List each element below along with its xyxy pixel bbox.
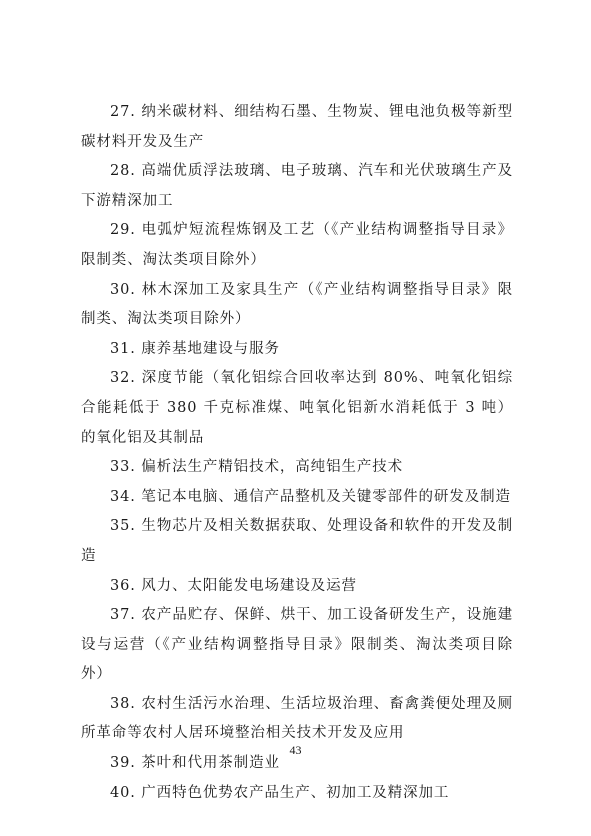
item-list [81, 98, 513, 808]
list-item-35: 35. 生物芯片及相关数据获取、处理设备和软件的开发及制造 [81, 518, 513, 564]
list-item-33: 33. 偏析法生产精铝技术，高纯铝生产技术 [110, 459, 404, 476]
list-item-40: 40. 广西特色优势农产品生产、初加工及精深加工 [110, 784, 450, 801]
list-item-39: 39. 茶叶和代用茶制造业 [110, 755, 280, 772]
list-item-32: 32. 深度节能（氧化铝综合回收率达到 80%、吨氧化铝综合能耗低于 380 千克标准煤、吨氧化铝新水消耗低于 3 吨）的氧化铝及其制品 [81, 370, 513, 446]
list-item-30: 30. 林木深加工及家具生产（《产业结构调整指导目录》限制类、淘汰类项目除外） [81, 281, 513, 328]
list-item-29: 29. 电弧炉短流程炼钢及工艺（《产业结构调整指导目录》限制类、淘汰类项目除外） [81, 222, 513, 268]
list-item-34: 34. 笔记本电脑、通信产品整机及关键零部件的研发及制造 [110, 488, 511, 505]
list-item-36: 36. 风力、太阳能发电场建设及运营 [110, 577, 357, 594]
list-item-37: 37. 农产品贮存、保鲜、烘干、加工设备研发生产，设施建设与运营（《产业结构调整指导目录》限制类、淘汰类项目除外） [81, 607, 513, 683]
list-item-38: 38. 农村生活污水治理、生活垃圾治理、畜禽粪便处理及厕所革命等农村人居环境整治相关技术开发及应用 [81, 695, 513, 742]
list-item-28: 28. 高端优质浮法玻璃、电子玻璃、汽车和光伏玻璃生产及下游精深加工 [81, 163, 513, 209]
list-item-31: 31. 康养基地建设与服务 [110, 340, 280, 357]
page-number: 43 [289, 743, 302, 757]
list-item-27: 27. 纳米碳材料、细结构石墨、生物炭、锂电池负极等新型碳材料开发及生产 [81, 104, 513, 150]
